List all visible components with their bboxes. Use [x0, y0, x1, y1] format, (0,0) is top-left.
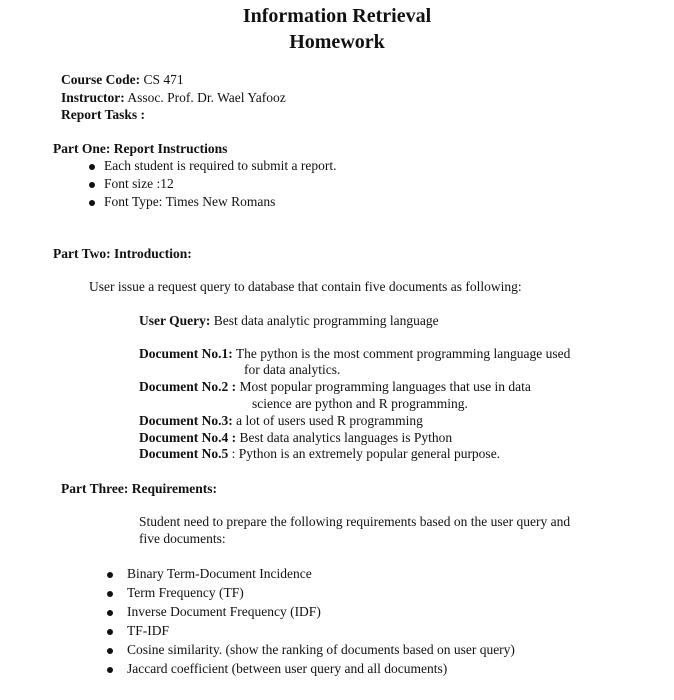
document-4 [139, 430, 452, 446]
document-label: Document No.3: [139, 413, 233, 428]
document-2 [139, 379, 531, 395]
bullet-icon [107, 572, 113, 578]
requirement-item: Cosine similarity. (show the ranking of documents based on user query) [127, 642, 515, 657]
requirement-item: Jaccard coefficient (between user query and all documents) [127, 661, 448, 676]
part-three-intro-line-1: Student need to prepare the following requirements based on the user query and [139, 514, 571, 529]
bullet-icon [107, 667, 113, 673]
course-code-label: Course Code: [61, 72, 141, 87]
part-one-item: Font Type: Times New Romans [104, 194, 276, 209]
document-text: The python is the most comment programming language used [232, 346, 571, 361]
document-label: Document No.4 : [139, 430, 237, 445]
bullet-icon [89, 200, 95, 206]
user-query [139, 313, 439, 329]
instructor [61, 90, 286, 106]
document-label: Document No.1: [139, 346, 233, 361]
instructor-label: Instructor: [61, 90, 125, 105]
bullet-icon [89, 182, 95, 188]
part-two-intro: User issue a request query to database that contain five documents as following: [89, 279, 522, 294]
user-query-value: Best data analytic programming language [210, 313, 439, 328]
requirement-item: Term Frequency (TF) [127, 585, 244, 600]
requirement-item: Inverse Document Frequency (IDF) [127, 604, 321, 619]
part-three-intro-line-2: five documents: [139, 531, 226, 546]
document-title-line-1: Information Retrieval [242, 5, 432, 27]
document-text: Most popular programming languages that use in data [236, 379, 531, 394]
document-1-continued: for data analytics. [244, 362, 341, 377]
bullet-icon [107, 648, 113, 654]
user-query-label: User Query: [139, 313, 211, 328]
part-three-heading: Part Three: Requirements: [61, 481, 217, 496]
bullet-icon [107, 591, 113, 597]
course-code [61, 72, 184, 88]
part-one-item: Font size :12 [104, 176, 174, 191]
part-two-heading: Part Two: Introduction: [53, 246, 192, 261]
bullet-icon [107, 610, 113, 616]
document-label: Document No.5 [139, 446, 229, 461]
document-text: a lot of users used R programming [232, 413, 423, 428]
document-text: : Python is an extremely popular general purpose. [228, 446, 501, 461]
requirement-item: Binary Term-Document Incidence [127, 566, 312, 581]
document-2-continued: science are python and R programming. [252, 396, 468, 411]
course-code-value: CS 471 [140, 72, 184, 87]
document-text: Best data analytics languages is Python [236, 430, 453, 445]
instructor-value: Assoc. Prof. Dr. Wael Yafooz [124, 90, 286, 105]
requirement-item: TF-IDF [127, 623, 170, 638]
part-one-item: Each student is required to submit a report. [104, 158, 337, 173]
report-tasks-label: Report Tasks : [61, 107, 146, 122]
bullet-icon [89, 164, 95, 170]
part-one-heading: Part One: Report Instructions [53, 141, 228, 156]
document-5 [139, 446, 500, 462]
document-label: Document No.2 : [139, 379, 237, 394]
document-3 [139, 413, 423, 429]
document-title-line-2: Homework [289, 31, 385, 53]
document-1 [139, 346, 570, 362]
bullet-icon [107, 629, 113, 635]
